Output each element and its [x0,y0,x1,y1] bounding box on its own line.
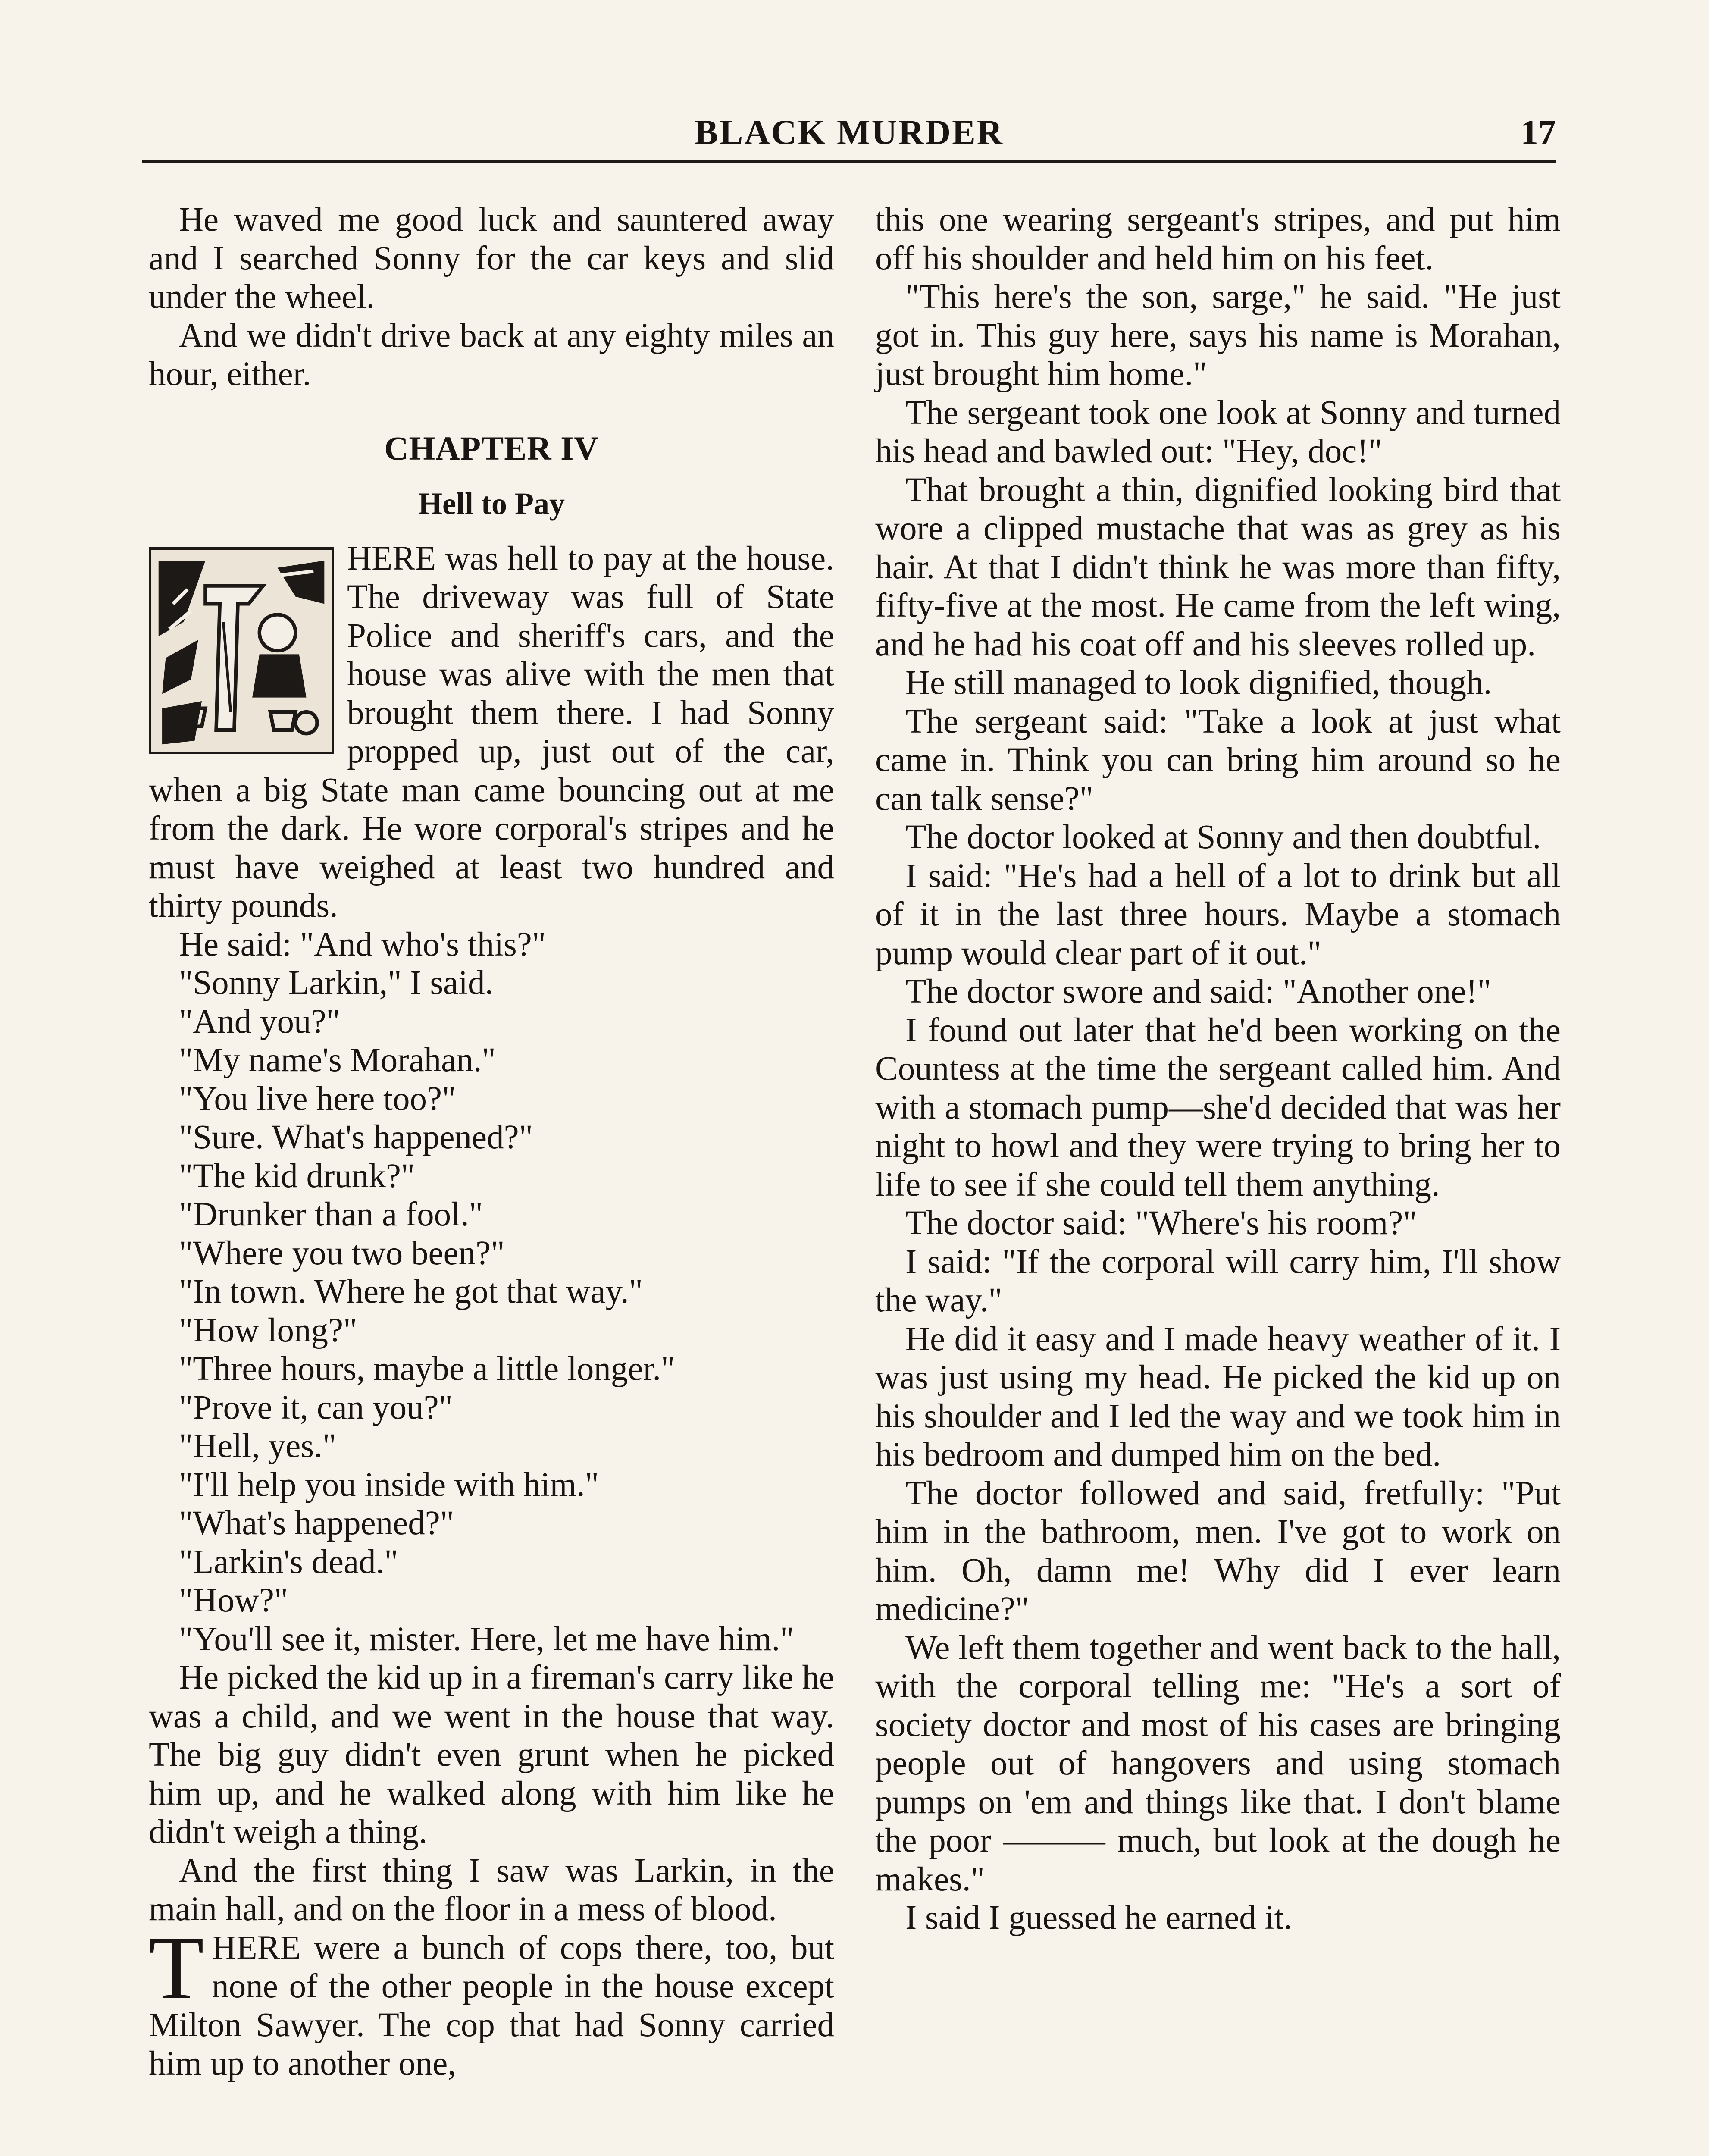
paragraph: The doctor said: "Where's his room?" [905,1204,1417,1242]
paragraph-continued: this one wearing sergeant's stripes, and put him off his shoulder and held him on his feet. [875,201,1561,277]
paragraph: "Hell, yes." [179,1427,337,1465]
paragraph: "How?" [179,1582,288,1619]
paragraph: "And you?" [179,1003,340,1040]
illustrated-dropcap-t [149,547,334,754]
chapter-heading: CHAPTER IV [384,429,599,467]
paragraph: The sergeant said: "Take a look at just what came in. Think you can bring him around so he can talk sense?" [875,702,1561,818]
paragraph: The sergeant took one look at Sonny and turned his head and bawled out: "Hey, doc!" [875,394,1561,470]
running-title: BLACK MURDER [694,113,1004,152]
paragraph: "Prove it, can you?" [179,1388,453,1426]
paragraph: "I'll help you inside with him." [179,1466,599,1504]
paragraph: And we didn't drive back at any eighty miles an hour, either. [149,317,834,393]
page-header [142,108,1556,163]
paragraph: We left them together and went back to the hall, with the corporal telling me: "He's a sort of society doctor and most of his cases are bringing people out of hangovers and using stomach pumps on 'em and things like that. I don't blame the poor ——— much, but look at the dough he makes." [875,1629,1561,1898]
paragraph: He did it easy and I made heavy weather of it. I was just using my head. He picked the kid up on his shoulder and I led the way and we took him in his bedroom and dumped him on the bed. [875,1320,1561,1473]
paragraph: And the first thing I saw was Larkin, in the main hall, and on the floor in a mess of blood. [149,1852,834,1928]
paragraph: "Drunker than a fool." [179,1196,483,1233]
paragraph: "You live here too?" [179,1080,456,1118]
paragraph: I said: "He's had a hell of a lot to drink but all of it in the last three hours. Maybe a stomach pump would clear part of it out." [875,857,1561,972]
right-column [875,201,1561,1937]
paragraph-section-break [149,1918,834,2083]
paragraph: He said: "And who's this?" [179,925,546,963]
paragraph: The doctor swore and said: "Another one!" [905,973,1491,1010]
paragraph: I found out later that he'd been working on the Countess at the time the sergeant called him. And with a stomach pump—she'd decided that was her night to howl and they were trying to bring her to life to see if she could tell them anything. [875,1011,1561,1203]
paragraph: "Sonny Larkin," I said. [179,964,494,1002]
dropcap-illustration [151,550,332,752]
paragraph: "In town. Where he got that way." [179,1273,643,1310]
paragraph: "Where you two been?" [179,1234,505,1272]
paragraph: That brought a thin, dignified looking bird that wore a clipped mustache that was as grey as his hair. At that I didn't think he was more than fifty, fifty-five at the most. He came from the left wing, and he had his coat off and his sleeves rolled up. [875,471,1561,663]
paragraph: I said: "If the corporal will carry him, I'll show the way." [875,1243,1561,1319]
section-initial: T [149,1918,204,2018]
paragraph: "Three hours, maybe a little longer." [179,1350,675,1388]
paragraph-dropcap [149,539,834,925]
paragraph: The doctor looked at Sonny and then doubtful. [905,818,1541,856]
paragraph: "The kid drunk?" [179,1157,415,1195]
paragraph: He still managed to look dignified, though. [905,664,1492,702]
paragraph-text: HERE was hell to pay at the house. The driveway was full of State Police and sheriff's cars, and the house was alive with the men that brought them there. I had Sonny propped up, just out of the car, when a big State man came bouncing out at me from the dark. He wore corporal's stripes and he must have weighed at least two hundred and thirty pounds. [149,539,834,924]
paragraph: "This here's the son, sarge," he said. "He just got in. This guy here, says his name is Morahan, just brought him home." [875,278,1561,393]
chapter-subtitle: Hell to Pay [418,486,565,521]
paragraph: The doctor followed and said, fretfully: "Put him in the bathroom, men. I've got to work on him. Oh, damn me! Why did I ever learn medicine?" [875,1474,1561,1628]
paragraph: "Sure. What's happened?" [179,1119,533,1156]
left-column [149,201,834,2083]
paragraph: "Larkin's dead." [179,1543,398,1581]
paragraph: "What's happened?" [179,1504,454,1542]
page-number: 17 [1521,113,1556,152]
paragraph: He picked the kid up in a fireman's carry like he was a child, and we went in the house that way. The big guy didn't even grunt when he picked him up, and he walked along with him like he didn't weigh a thing. [149,1659,834,1851]
paragraph: "How long?" [179,1311,357,1349]
paragraph: "You'll see it, mister. Here, let me have him." [179,1620,794,1658]
paragraph: I said I guessed he earned it. [905,1899,1293,1937]
paragraph-text: HERE were a bunch of cops there, too, but none of the other people in the house except Milton Sawyer. The cop that had Sonny carried him up to another one, [149,1929,834,2082]
paragraph: He waved me good luck and sauntered away and I searched Sonny for the car keys and slid under the wheel. [149,201,834,316]
paragraph: "My name's Morahan." [179,1041,496,1079]
